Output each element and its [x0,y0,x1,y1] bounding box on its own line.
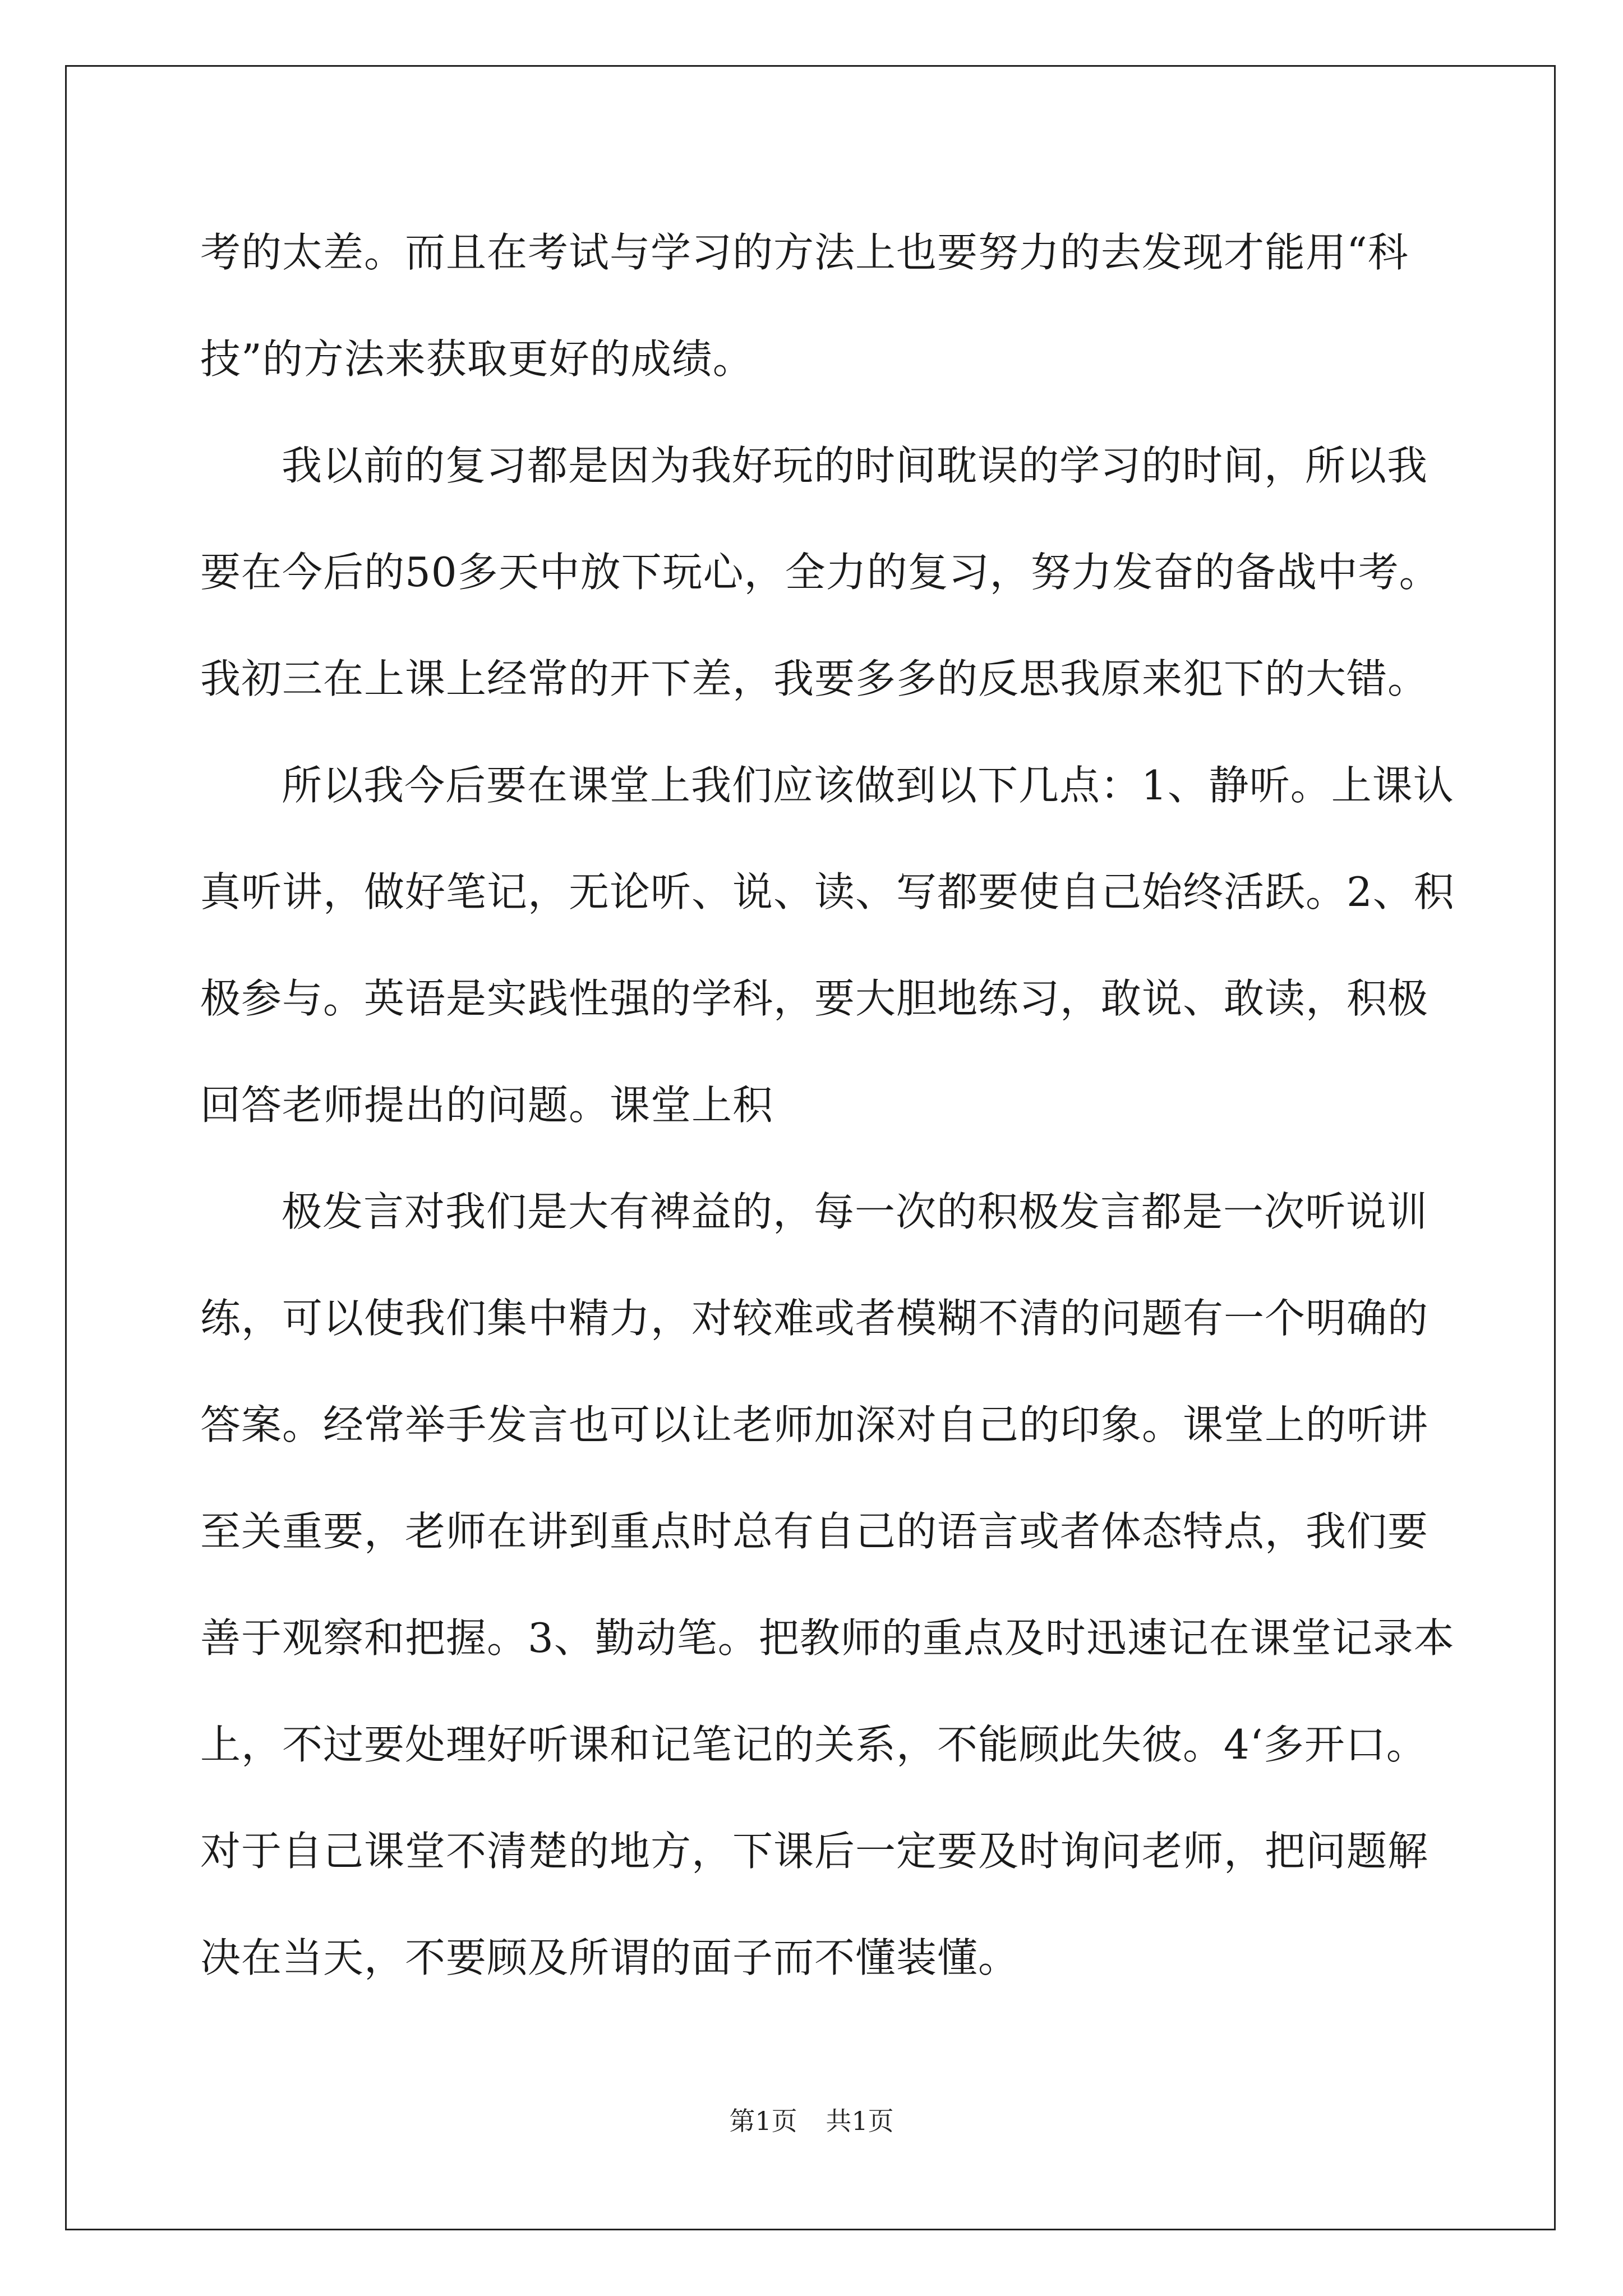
paragraph-start-line: 我以前的复习都是因为我好玩的时间耽误的学习的时间，所以我 [282,442,1428,489]
text-line: 至关重要，老师在讲到重点时总有自己的语言或者体态特点，我们要 [200,1508,1429,1555]
paragraph-start-line: 所以我今后要在课堂上我们应该做到以下几点：1、静听。上课认 [282,762,1454,809]
text-line: 善于观察和把握。3、勤动笔。把教师的重点及时迅速记在课堂记录本 [200,1614,1455,1662]
text-line: 极参与。英语是实践性强的学科，要大胆地练习，敢说、敢读，积极 [200,975,1429,1022]
text-line: 考的太差。而且在考试与学习的方法上也要努力的去发现才能用“科 [200,229,1409,276]
text-line: 要在今后的50多天中放下玩心，全力的复习，努力发奋的备战中考。 [200,549,1440,596]
page-number-total: 共1页 [826,2106,894,2136]
text-line: 练，可以使我们集中精力，对较难或者模糊不清的问题有一个明确的 [200,1295,1429,1342]
text-line: 决在当天，不要顾及所谓的面子而不懂装懂。 [200,1934,1020,1981]
text-line: 回答老师提出的问题。课堂上积 [200,1082,774,1129]
text-line: 我初三在上课上经常的开下差，我要多多的反思我原来犯下的大错。 [200,655,1429,702]
text-line: 上，不过要处理好听课和记笔记的关系，不能顾此失彼。4‘多开口。 [200,1721,1427,1768]
text-line: 真听讲，做好笔记，无论听、说、读、写都要使自己始终活跃。2、积 [200,868,1455,915]
text-line: 答案。经常举手发言也可以让老师加深对自己的印象。课堂上的听讲 [200,1401,1429,1448]
document-body [200,199,1455,2011]
page-footer [0,2101,1623,2138]
text-line: 技”的方法来获取更好的成绩。 [200,335,754,383]
page-number-current: 第1页 [729,2106,797,2136]
paragraph-start-line: 极发言对我们是大有裨益的，每一次的积极发言都是一次听说训 [282,1188,1428,1235]
text-line: 对于自己课堂不清楚的地方，下课后一定要及时询问老师，把问题解 [200,1828,1429,1875]
